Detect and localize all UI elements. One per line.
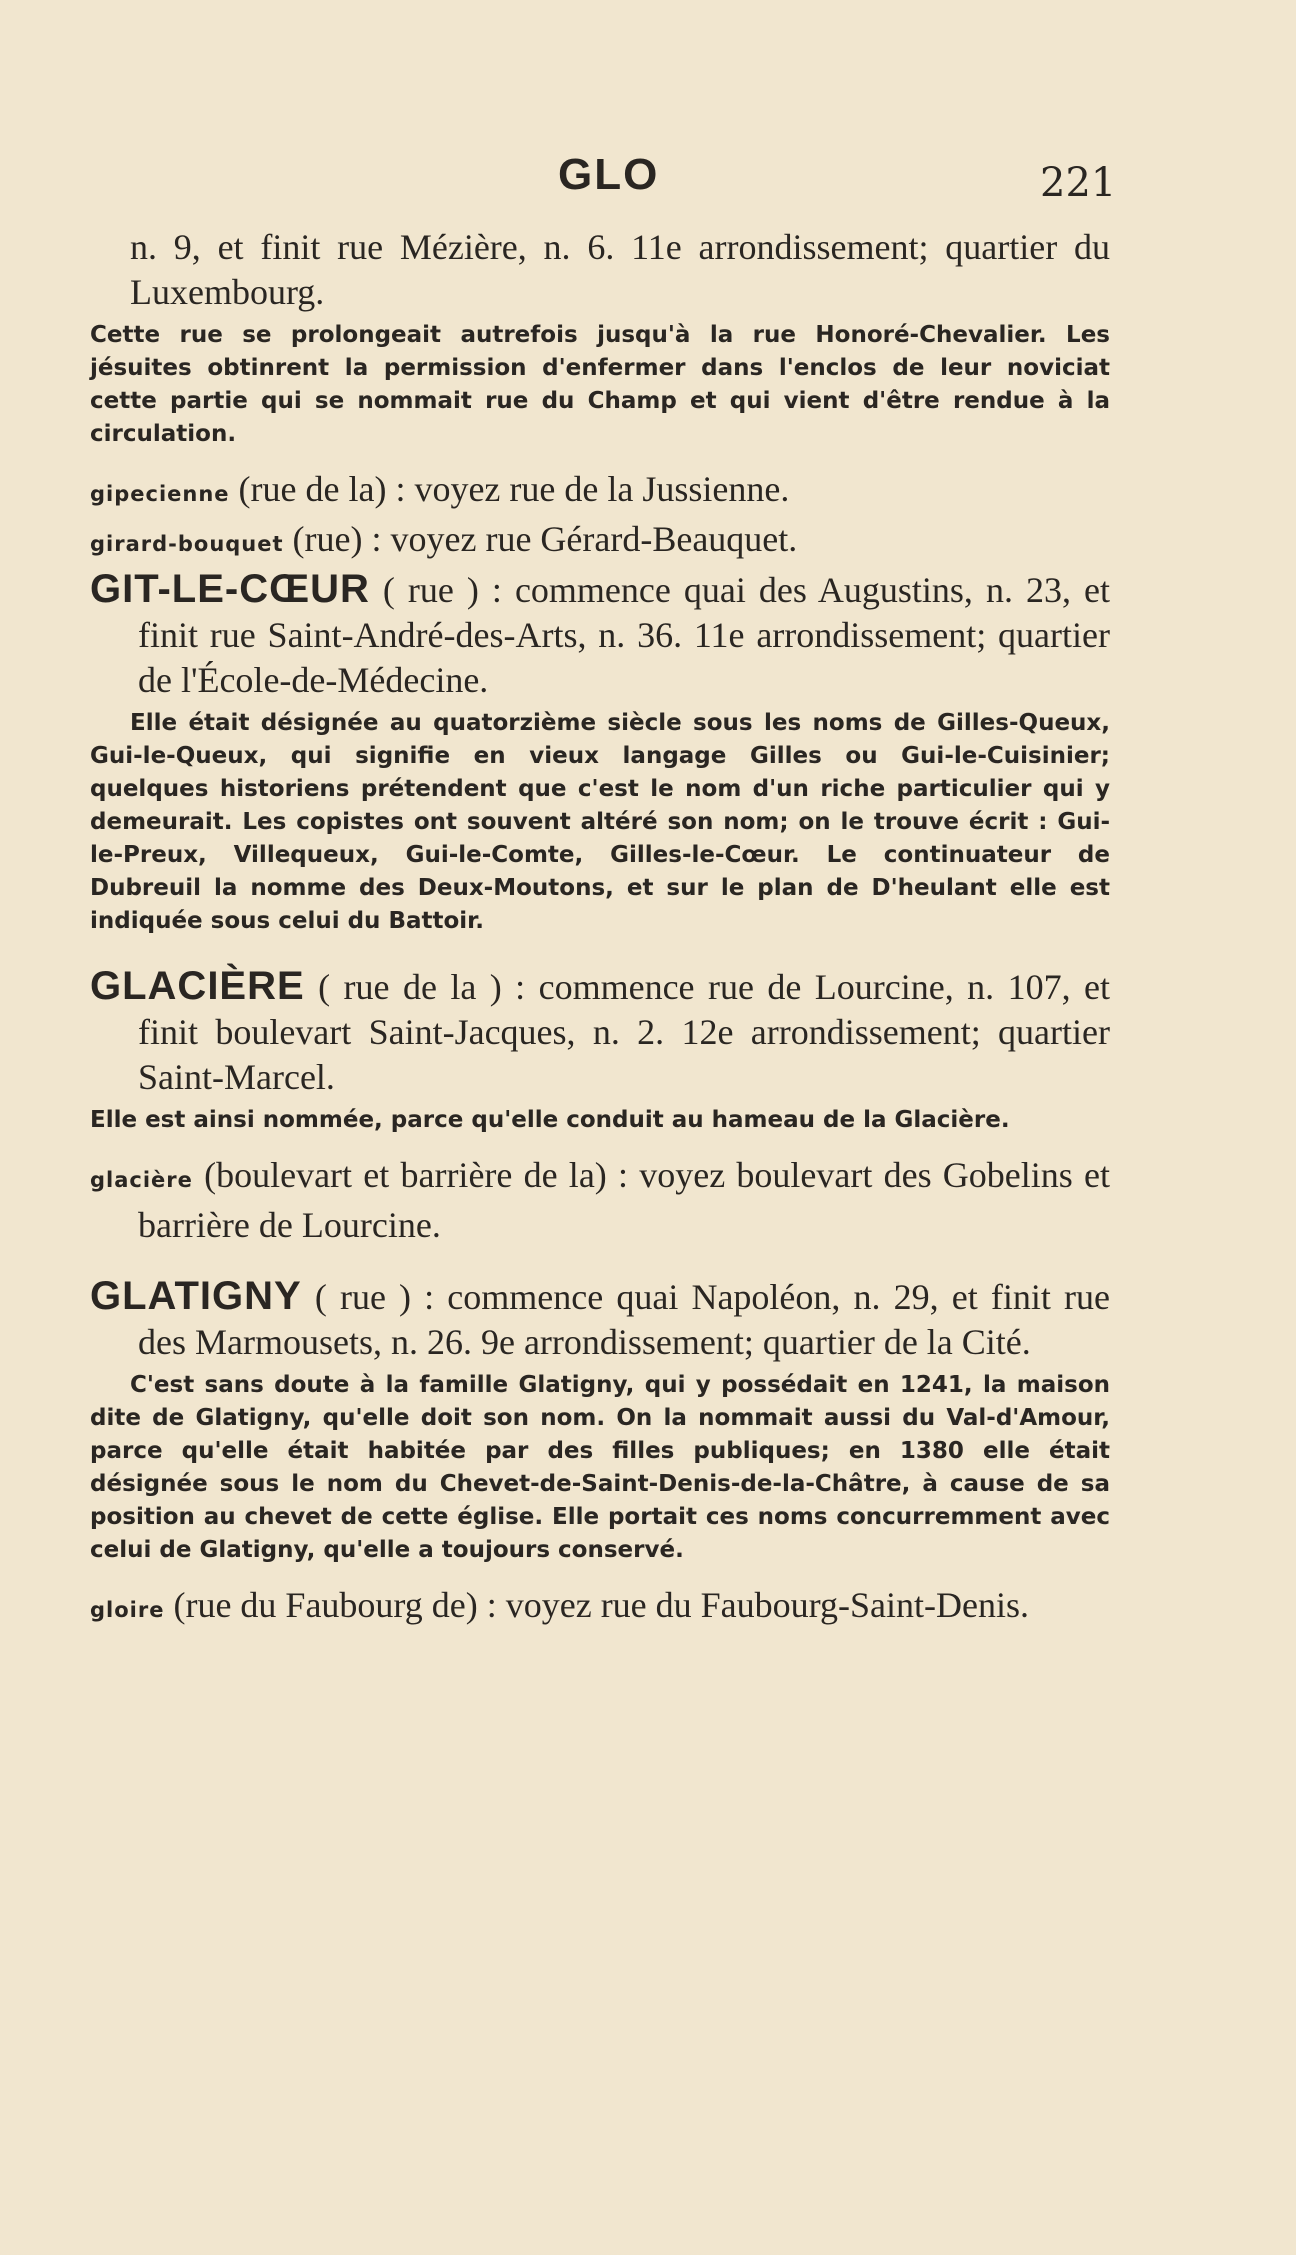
entry-name: girard-bouquet	[90, 532, 284, 556]
entry-note: C'est sans doute à la famille Glatigny, qui y possédait en 1241, la maison dite de Glatigny, qu'elle doit son nom. On la nommait aussi du Val-d'Amour, parce qu'elle était habitée par des filles publiques; en 1380 elle était désignée sous le nom du Chevet-de-Saint-Denis-de-la-Châtre, à cause de sa position au chevet de cette église. Elle portait ces noms concurremment avec celui de Glatigny, qu'elle a toujours conservé.	[90, 1372, 1110, 1563]
entry-git-le-coeur	[90, 567, 1110, 703]
entry-text: (rue de la) : voyez rue de la Jussienne.	[229, 469, 790, 509]
entry-name: GLATIGNY	[90, 1274, 302, 1318]
entry-note: Elle est ainsi nommée, parce qu'elle conduit au hameau de la Glacière.	[90, 1107, 1010, 1133]
page-body	[90, 225, 1110, 1633]
entry-gipecienne	[90, 467, 1110, 517]
entry-name: GIT-LE-CŒUR	[90, 567, 370, 611]
entry-name: gloire	[90, 1598, 165, 1622]
entry-glaciere-boulevart	[90, 1153, 1110, 1248]
entry-text: ( rue ) : commence quai Napoléon, n. 29, et finit rue des Marmousets, n. 26. 9e arrondissement; quartier de la Cité.	[138, 1277, 1110, 1362]
entry-text: (rue) : voyez rue Gérard-Beauquet.	[283, 519, 798, 559]
entry-note: Elle était désignée au quatorzième siècle sous les noms de Gilles-Queux, Gui-le-Queux, qui signifie en vieux langage Gilles ou Gui-le-Cuisinier; quelques historiens prétendent que c'est le nom d'un riche particulier qui y demeurait. Les copistes ont souvent altéré son nom; on le trouve écrit : Gui-le-Preux, Villequeux, Gui-le-Comte, Gilles-le-Cœur. Le continuateur de Dubreuil la nomme des Deux-Moutons, et sur le plan de D'heulant elle est indiquée sous celui du Battoir.	[90, 710, 1110, 934]
entry-text: ( rue de la ) : commence rue de Lourcine, n. 107, et finit boulevart Saint-Jacques, n. 2. 12e arrondissement; quartier Saint-Marcel.	[138, 967, 1110, 1097]
continuation-note: Cette rue se prolongeait autrefois jusqu'à la rue Honoré-Chevalier. Les jésuites obtinrent la permission d'enfermer dans l'enclos de leur noviciat cette partie qui se nommait rue du Champ et qui vient d'être rendue à la circulation.	[90, 322, 1110, 447]
entry-name: glacière	[90, 1168, 193, 1192]
entry-glaciere	[90, 964, 1110, 1100]
entry-text: (rue du Faubourg de) : voyez rue du Faubourg-Saint-Denis.	[164, 1585, 1029, 1625]
continuation-text: n. 9, et finit rue Mézière, n. 6. 11e arrondissement; quartier du Luxembourg.	[130, 227, 1110, 312]
entry-text: (boulevart et barrière de la) : voyez boulevart des Gobelins et barrière de Lourcine.	[138, 1155, 1110, 1245]
entry-name: GLACIÈRE	[90, 964, 305, 1008]
entry-glatigny	[90, 1274, 1110, 1365]
entry-gloire	[90, 1583, 1110, 1633]
page-header	[0, 150, 1296, 210]
entry-girard-bouquet	[90, 517, 1110, 567]
page-number: 221	[1040, 160, 1117, 206]
running-head: GLO	[558, 150, 660, 199]
entry-name: gipecienne	[90, 482, 230, 506]
entry-text: ( rue ) : commence quai des Augustins, n. 23, et finit rue Saint-André-des-Arts, n. 36. 11e arrondissement; quartier de l'École-de-Médecine.	[138, 570, 1110, 700]
